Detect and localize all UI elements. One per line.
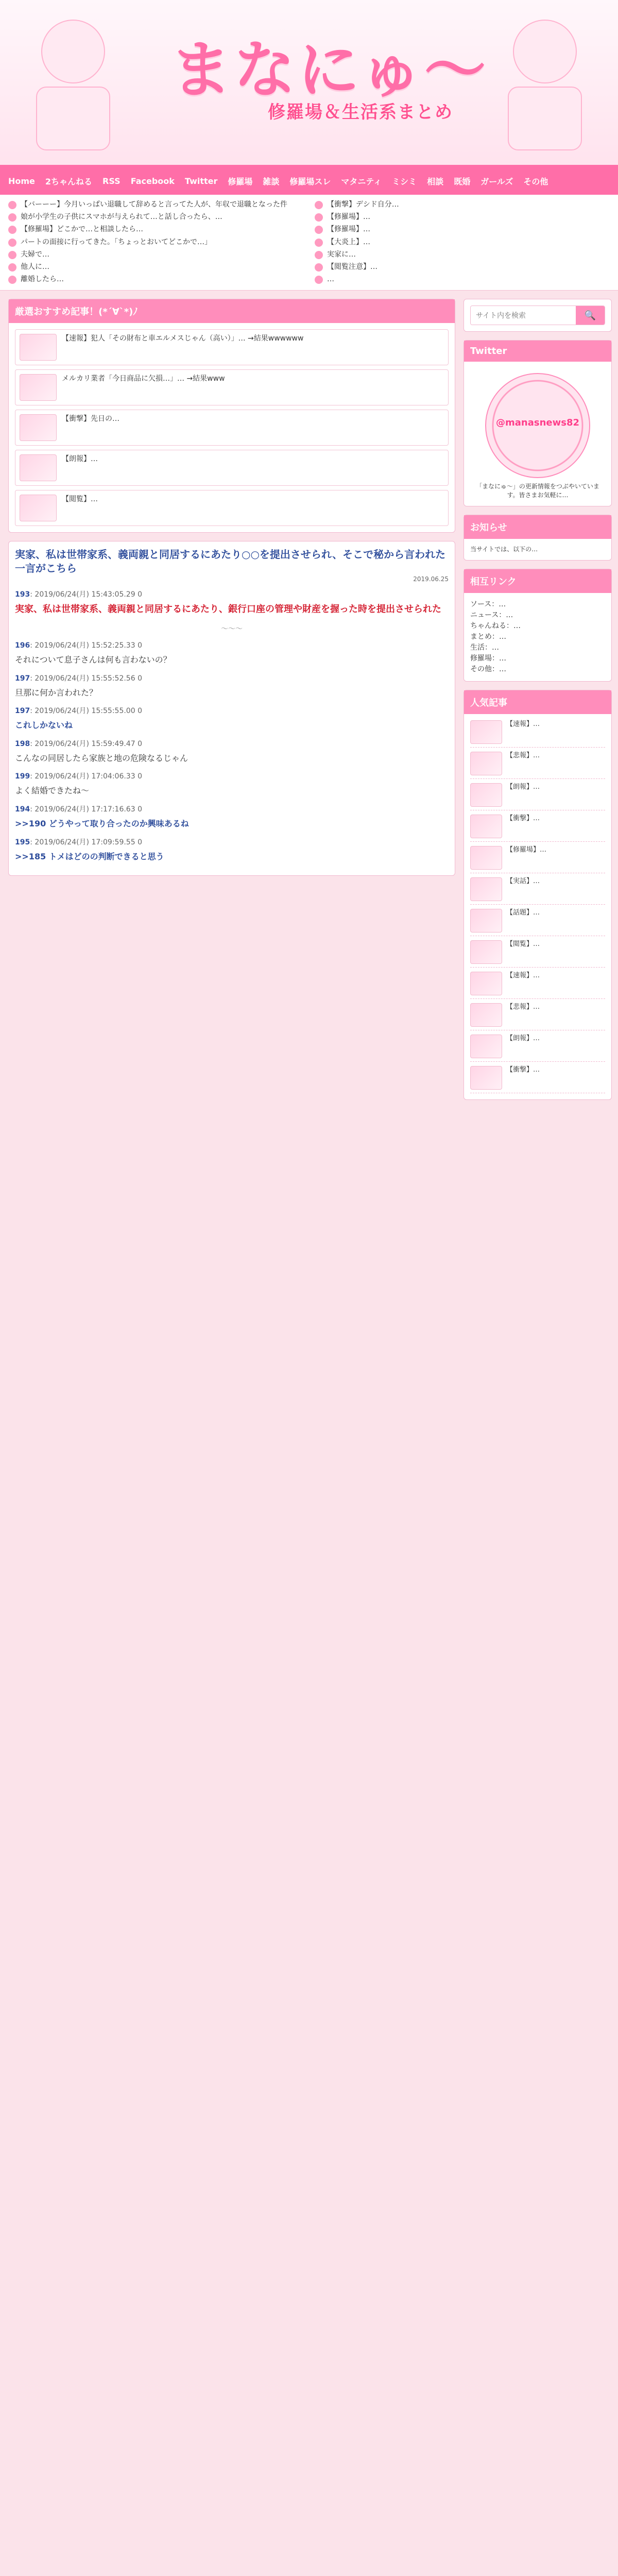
post-date: 2019/06/24(月) 17:09:59.55 0 [35,838,142,846]
ranking-item[interactable] [470,783,605,810]
link-item[interactable]: ソース：… [470,600,506,608]
ranking-item[interactable] [470,1066,605,1093]
post-text: よく結婚できたね～ [15,786,90,796]
site-title[interactable]: まなにゅ〜 [170,33,488,106]
link-item[interactable]: ニュース：… [470,611,513,619]
post-date: 2019/06/24(月) 15:43:05.29 0 [35,590,142,599]
post-number: 197 [15,707,30,716]
news-right-3[interactable]: 【大炎上】… [315,238,610,247]
featured-text: 【速報】犯人「その財布と車エルメスじゃん（高い）」… →結果wwwwww [62,334,304,343]
search-body [464,299,611,331]
site-header [0,0,618,167]
illustration-person-bottom-left [36,87,110,150]
header-illustration-left [21,9,134,157]
nav-twitter[interactable]: Twitter [184,176,218,186]
search-button[interactable] [576,306,605,325]
ranking-thumb [470,877,502,901]
ranking-title: 人気記事 [464,690,611,714]
post-number: 193 [15,590,30,599]
post-meta: 197: 2019/06/24(月) 15:55:52.56 0 [15,674,142,683]
ranking-item[interactable] [470,815,605,842]
link-item[interactable]: 修羅場：… [470,654,506,663]
news-left-6[interactable]: 離婚したら… [8,275,303,284]
article-date: 2019.06.25 [413,575,449,583]
news-bullet-icon [8,226,16,234]
post [15,837,449,863]
featured-item[interactable] [15,329,449,365]
about-text: 当サイトでは、以下の… [470,545,538,553]
post-text: >>190 どうやって取り合ったのか興味あるね [15,819,189,829]
post-text: >>185 トメはどのの判断できると思う [15,851,164,861]
post [15,771,449,798]
header-illustration-right [484,9,597,157]
post-number: 196 [15,641,30,650]
illustration-face-top-left [41,20,105,83]
post [15,673,449,700]
nav-rss[interactable]: RSS [102,176,121,186]
featured-body [9,323,455,532]
post-text: 旦那に何か言われた？ [15,687,98,698]
ranking-text: 【速報】… [506,720,540,728]
nav-maternity[interactable]: マタニティ [341,176,382,187]
ranking-thumb [470,972,502,995]
links-title: 相互リンク [464,569,611,593]
news-left-1[interactable]: 娘が小学生の子供にスマホが与えられて…と話し合ったら、… [8,212,303,222]
post-body [15,817,449,831]
news-bullet-icon [315,226,323,234]
post [15,804,449,831]
post-date: 2019/06/24(月) 15:59:49.47 0 [35,739,142,748]
news-right-0[interactable]: 【衝撃】デシド自分… [315,200,610,209]
post-body [15,602,449,617]
news-bullet-icon [315,251,323,259]
post-date: 2019/06/24(月) 17:17:16.63 0 [35,805,142,814]
ranking-text: 【悲報】… [506,751,540,759]
featured-thumb [20,454,57,481]
post-body [15,653,449,667]
featured-thumb [20,334,57,361]
news-bullet-icon [8,251,16,259]
twitter-handle: @manasnews82 [496,417,579,429]
links-list [464,593,611,681]
featured-text: 【閲覧】… [62,495,98,504]
ranking-text: 【衝撃】… [506,814,540,822]
nav-zatsudan[interactable]: 雑談 [263,176,280,187]
featured-item[interactable] [15,490,449,526]
search-icon: 🔍 [584,310,596,320]
featured-text: メルカリ業者「今日商品に欠損…」… →結果www [62,375,225,383]
post-meta: 197: 2019/06/24(月) 15:55:55.00 0 [15,707,142,716]
ranking-thumb [470,1003,502,1027]
news-right-5[interactable]: 【閲覧注意】… [315,262,610,272]
post-date: 2019/06/24(月) 15:55:55.00 0 [35,707,142,716]
ranking-text: 【悲報】… [506,1003,540,1011]
post-meta: 196: 2019/06/24(月) 15:52:25.33 0 [15,641,142,650]
news-right-6[interactable]: … [315,275,610,284]
news-ticker [0,195,618,291]
content-layout [0,291,618,1116]
twitter-note: 「まなにゅ〜」の更新情報をつぶやいています。皆さまお気軽に… [476,483,599,499]
ranking-item[interactable] [470,1035,605,1062]
post-text: それについて息子さんは何も言わないの？ [15,655,171,665]
nav-other[interactable]: その他 [523,176,548,187]
featured-thumb [20,374,57,401]
featured-item[interactable] [15,450,449,486]
ranking-item[interactable] [470,940,605,968]
ranking-item[interactable] [470,909,605,936]
article-body [9,541,455,875]
news-bullet-icon [315,239,323,247]
nav-girls[interactable]: ガールズ [480,176,513,187]
ranking-item[interactable] [470,752,605,779]
ranking-text: 【速報】… [506,971,540,979]
ranking-box [464,690,612,1100]
post-text: これしかないね [15,720,73,731]
post [15,640,449,667]
post-meta: 193: 2019/06/24(月) 15:43:05.29 0 [15,590,142,599]
news-right-2[interactable]: 【修羅場】… [315,225,610,234]
link-item[interactable]: 生活：… [470,643,499,652]
illustration-face-top-right [513,20,577,83]
nav-home[interactable]: Home [8,176,35,186]
ranking-text: 【閲覧】… [506,940,540,948]
news-bullet-icon [8,201,16,209]
ranking-thumb [470,1066,502,1090]
ranking-thumb [470,783,502,807]
ranking-thumb [470,720,502,744]
article-title: 実家、私は世帯家系、義両親と同居するにあたり○○を提出させられ、そこで秘から言われた一言がこちら [15,548,446,575]
illustration-person-bottom-right [508,87,582,150]
links-box [464,569,612,682]
nav-shuraba[interactable]: 修羅場 [228,176,253,187]
nav-facebook[interactable]: Facebook [130,176,175,186]
ranking-thumb [470,815,502,838]
news-bullet-icon [315,213,323,222]
twitter-title: Twitter [464,341,611,362]
news-bullet-icon [8,263,16,272]
main-column [0,291,464,1116]
featured-box [8,299,455,533]
news-bullet-icon [315,276,323,284]
twitter-body [464,362,611,506]
nav-mishimi[interactable]: ミシミ [392,176,417,187]
about-title: お知らせ [464,515,611,539]
top-nav [0,167,618,195]
link-item[interactable]: まとめ：… [470,632,506,641]
news-bullet-icon [315,201,323,209]
news-left-5[interactable]: 他人に… [8,262,303,272]
twitter-badge[interactable] [485,373,590,478]
post [15,738,449,765]
featured-text: 【衝撃】先日の… [62,415,119,423]
post-number: 197 [15,674,30,683]
news-left-4[interactable]: 夫婦で… [8,250,303,259]
post-body [15,850,449,863]
post-number: 199 [15,772,30,781]
post [15,589,449,617]
post-date: 2019/06/24(月) 15:52:25.33 0 [35,641,142,650]
separator: 〜〜〜 [221,625,243,634]
news-right-4[interactable]: 実家に… [315,250,610,259]
featured-list [15,329,449,526]
ranking-item[interactable] [470,846,605,873]
ranking-thumb [470,846,502,870]
ranking-item[interactable] [470,720,605,748]
post-date: 2019/06/24(月) 15:55:52.56 0 [35,674,142,683]
post-text: こんなの同居したら家族と地の危険なるじゃん [15,753,188,763]
ranking-list [470,720,605,1093]
site-search [470,306,605,325]
nav-shuraba-sure[interactable]: 修羅場スレ [289,176,331,187]
nav-consult[interactable]: 相談 [427,176,444,187]
post-number: 198 [15,739,30,748]
post-body [15,686,449,700]
ranking-text: 【実話】… [506,877,540,885]
ranking-text: 【朗報】… [506,1034,540,1042]
ranking-item[interactable] [470,1003,605,1030]
post-meta: 195: 2019/06/24(月) 17:09:59.55 0 [15,838,142,846]
featured-thumb [20,495,57,521]
featured-text: 【朗報】… [62,455,98,464]
post-body [15,752,449,765]
news-bullet-icon [8,276,16,284]
ranking-item[interactable] [470,877,605,905]
ranking-thumb [470,1035,502,1058]
link-item[interactable]: ちゃんねる：… [470,621,521,630]
news-bullet-icon [315,263,323,272]
news-left-3[interactable]: パートの面接に行ってきた。「ちょっとおいてどこかで…」 [8,238,303,247]
post-meta: 198: 2019/06/24(月) 15:59:49.47 0 [15,739,142,748]
post [15,705,449,732]
sidebar [464,291,618,1116]
news-left-0[interactable]: 【バーーー】今月いっぱい退職して辞めると言ってた人が、年収で退職となった件 [8,200,303,209]
post-meta: 199: 2019/06/24(月) 17:04:06.33 0 [15,772,142,781]
ranking-thumb [470,940,502,964]
featured-title: 厳選おすすめ記事！(*´∀`*)ﾉ [9,299,455,323]
post-body [15,719,449,732]
about-box [464,515,612,561]
link-item[interactable]: その他：… [470,665,506,673]
search-box [464,299,612,332]
ranking-text: 【修羅場】… [506,845,547,854]
ranking-thumb [470,752,502,775]
featured-thumb [20,414,57,441]
ranking-thumb [470,909,502,933]
post-date: 2019/06/24(月) 17:04:06.33 0 [35,772,142,781]
post-text: 実家、私は世帯家系、義両親と同居するにあたり、銀行口座の管理や財産を握った時を提出させられた [15,604,441,615]
twitter-box [464,340,612,506]
ranking-text: 【衝撃】… [506,1065,540,1074]
news-left-2[interactable]: 【修羅場】どこかで…と相談したら… [8,225,303,234]
news-bullet-icon [8,213,16,222]
ranking-item[interactable] [470,972,605,999]
news-right-1[interactable]: 【修羅場】… [315,212,610,222]
nav-2ch[interactable]: 2ちゃんねる [45,176,93,187]
post-body [15,784,449,798]
site-subtitle: 修羅場＆生活系まとめ [268,102,453,123]
nav-married[interactable]: 既婚 [454,176,471,187]
page [0,0,618,1116]
ranking-text: 【朗報】… [506,783,540,791]
ranking-text: 【話題】… [506,908,540,917]
featured-item[interactable] [15,410,449,446]
search-input[interactable] [471,306,576,325]
post-number: 194 [15,805,30,814]
ranking-body [464,714,611,1099]
news-bullet-icon [8,239,16,247]
article-box [8,541,455,876]
post-meta: 194: 2019/06/24(月) 17:17:16.63 0 [15,805,142,814]
spacer [8,884,455,885]
post-number: 195 [15,838,30,846]
featured-item[interactable] [15,369,449,405]
